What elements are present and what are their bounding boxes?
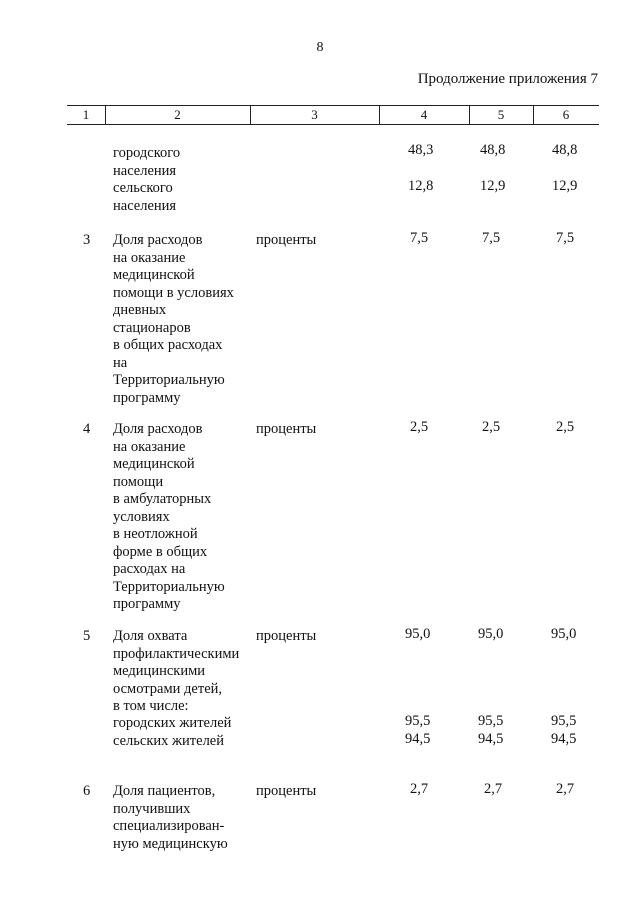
cont-value-rural-5: 12,9 [480, 178, 506, 194]
row-unit: проценты [256, 783, 317, 799]
cont-value-rural-6: 12,9 [552, 178, 578, 194]
row-value-4: 7,5 [410, 230, 429, 246]
sub-value-rural-4: 94,5 [405, 731, 431, 747]
header-cell-2: 2 [174, 107, 181, 122]
sub-value-urban-6: 95,5 [551, 713, 577, 729]
row-indicator: Доля пациентов, получивших специализирован- ную медицинскую [113, 783, 228, 852]
sub-value-rural-6: 94,5 [551, 731, 577, 747]
cont-value-rural-4: 12,8 [408, 178, 434, 194]
cont-indicator-rural: сельского населения [113, 180, 177, 214]
row-indicator: Доля охвата профилактическими медицинскими осмотрами детей, в том числе: [113, 628, 240, 714]
row-value-4: 2,7 [410, 781, 429, 797]
row-value-6: 95,0 [551, 626, 577, 642]
row-value-5: 2,5 [482, 419, 501, 435]
row-value-6: 2,7 [556, 781, 575, 797]
row-value-6: 2,5 [556, 419, 575, 435]
cont-value-urban-4: 48,3 [408, 142, 434, 158]
row-indicator: Доля расходов на оказание медицинской помощи в амбулаторных условиях в неотложной форме в общих расходах на Территориальную программу [113, 421, 225, 612]
appendix-title: Продолжение приложения 7 [417, 71, 598, 87]
row-value-6: 7,5 [556, 230, 575, 246]
row-value-4: 95,0 [405, 626, 431, 642]
cont-indicator-urban: городского населения [113, 145, 181, 179]
row-number: 5 [83, 628, 91, 644]
row-unit: проценты [256, 421, 317, 437]
row-value-5: 7,5 [482, 230, 501, 246]
cont-value-urban-6: 48,8 [552, 142, 578, 158]
row-value-4: 2,5 [410, 419, 429, 435]
row-value-5: 95,0 [478, 626, 504, 642]
header-cell-6: 6 [562, 107, 570, 122]
sub-value-urban-5: 95,5 [478, 713, 504, 729]
row-number: 6 [83, 783, 91, 799]
row-number: 3 [83, 232, 91, 248]
row-unit: проценты [256, 232, 317, 248]
page-number: 8 [316, 40, 324, 55]
row-number: 4 [83, 421, 91, 437]
cont-value-urban-5: 48,8 [480, 142, 506, 158]
row-subindicators: городских жителей сельских жителей [113, 715, 232, 749]
header-cell-1: 1 [82, 107, 90, 122]
table-header [67, 105, 599, 125]
header-cell-5: 5 [497, 107, 505, 122]
row-indicator: Доля расходов на оказание медицинской помощи в условиях дневных стационаров в общих расходах на Территориальную программу [113, 232, 234, 406]
header-cell-3: 3 [311, 107, 318, 122]
row-value-5: 2,7 [484, 781, 503, 797]
header-cell-4: 4 [420, 107, 428, 122]
sub-value-rural-5: 94,5 [478, 731, 504, 747]
row-unit: проценты [256, 628, 317, 644]
sub-value-urban-4: 95,5 [405, 713, 431, 729]
